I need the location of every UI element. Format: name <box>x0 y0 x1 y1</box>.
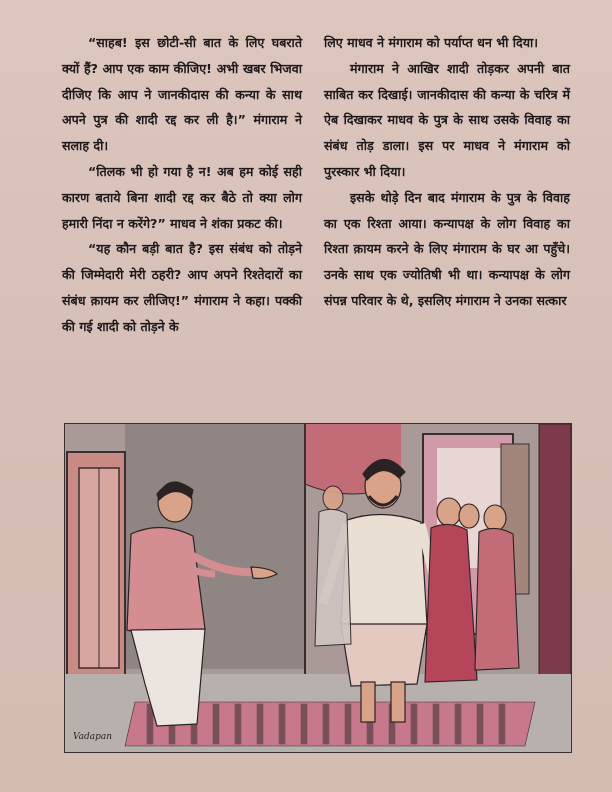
left-text-column <box>62 30 302 340</box>
paragraph: “यह कौन बड़ी बात है? इस संबंध को तोड़ने की जिम्मेदारी मेरी ठहरी? आप अपने रिश्तेदारों का संबंध क़ायम कर लीजिए!” मंगाराम ने कहा। पक्की की गई शादी को तोड़ने के <box>62 241 302 334</box>
story-illustration <box>64 423 572 753</box>
paragraph: लिए माधव ने मंगाराम को पर्याप्त धन भी दिया। <box>324 35 539 50</box>
paragraph: मंगाराम ने आखिर शादी तोड़कर अपनी बात साबित कर दिखाई। जानकीदास की कन्या के चरित्र में ऐब दिखाकर माधव के पुत्र के साथ उसके विवाह का संबंध तोड़ डाला। इस पर माधव ने मंगाराम को पुरस्कार भी दिया। <box>324 60 570 179</box>
illustration-drawing <box>65 424 571 752</box>
right-text-column <box>324 30 570 314</box>
paragraph: “साहब! इस छोटी-सी बात के लिए घबराते क्यों हैं? आप एक काम कीजिए! अभी खबर भिजवा दीजिए कि आप ने जानकीदास की कन्या के साथ अपने पुत्र की शादी रद्द कर ली है।” मंगाराम ने सलाह दी। <box>62 35 302 154</box>
paragraph: इसके थोड़े दिन बाद मंगाराम के पुत्र के विवाह का एक रिश्ता आया। कन्यापक्ष के लोग विवाह का रिश्ता क़ायम करने के लिए मंगाराम के घर आ पहुँचे। उनके साथ एक ज्योतिषी भी था। कन्यापक्ष के लोग संपन्न परिवार के थे, इसलिए मंगाराम ने उनका सत्कार <box>324 189 570 308</box>
artist-signature: Vadapan <box>73 732 113 742</box>
paragraph: “तिलक भी हो गया है न! अब हम कोई सही कारण बताये बिना शादी रद्द कर बैठे तो क्या लोग हमारी निंदा न करेंगे?” माधव ने शंका प्रकट की। <box>62 163 302 231</box>
